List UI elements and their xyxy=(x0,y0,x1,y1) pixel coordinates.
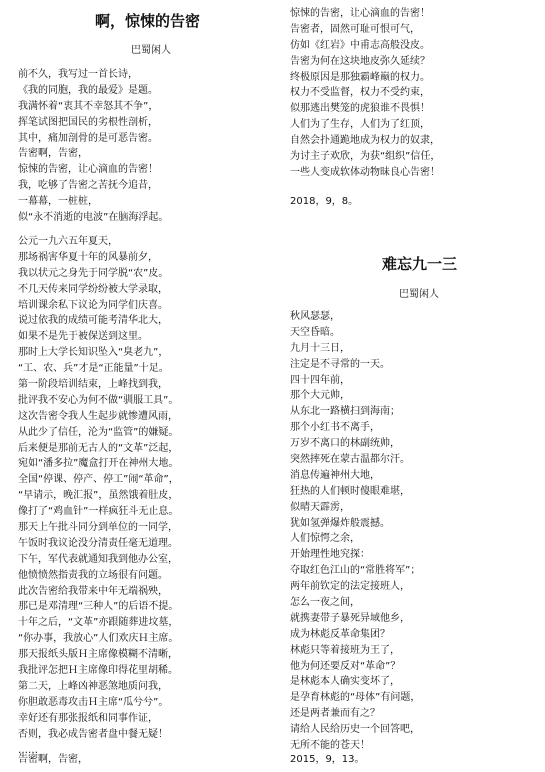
poem-line: 那已是邓清理“三种人”的后语不提。 xyxy=(18,601,179,613)
poem-line: 我，吃够了告密之苦抚今追昔， xyxy=(18,180,158,192)
poem-closing-line: 告密啊，告密， xyxy=(18,754,88,765)
poem-line: 自然会扑通跪地成为权力的奴隶， xyxy=(290,135,440,147)
poem-line: 人们为了生存，人们为了红顶， xyxy=(290,119,430,131)
poem-line: 突然摔死在蒙古温都尔汗。 xyxy=(290,454,410,466)
poem2-title: 难忘九一三 xyxy=(382,255,458,273)
poem-line: 一些人变成软体动物昧良心告密！ xyxy=(290,166,440,178)
poem-line: 注定是不寻常的一天。 xyxy=(290,358,390,370)
poem-line: 消息传遍神州大地， xyxy=(290,469,380,481)
poem-line: 此次告密给我带来中年无端祸殃， xyxy=(18,585,168,597)
poem-line: 林彪只等着接班为王了， xyxy=(290,644,400,656)
poem2-date: 2015，9，13。 xyxy=(290,754,365,765)
poem-line: 惊悚的告密，让心滴血的告密！ xyxy=(290,8,430,19)
poem-line: 从东北一路横扫到海南； xyxy=(290,406,400,418)
poem-line: 似“永不消逝的电波”在脑海浮起。 xyxy=(18,212,169,224)
poem-date: 2018，9，8。 xyxy=(290,196,359,207)
poem-line: 人们惊愕之余， xyxy=(290,533,360,545)
poem-line: 第一阶段培训结束，上峰找到我， xyxy=(18,379,168,391)
poem-line: 公元一九六五年夏天， xyxy=(18,236,118,247)
poem-line: 十年之后，“文革”亦跟随葬进坟墓， xyxy=(18,617,179,629)
poem-line: 下午，军代表就通知我到他办公室， xyxy=(18,553,178,565)
poem-line: 批评我不安心为何不做“驯服工具”。 xyxy=(18,394,179,406)
poem-line: 天空昏暗。 xyxy=(290,326,340,338)
poem-line: 那天报纸头版Ｈ主席像模糊不清晰， xyxy=(18,649,178,661)
poem-line: 说过依我的成绩可能考清华北大， xyxy=(18,315,168,327)
poem-line: 他愤愤然指责我的立场很有问题。 xyxy=(18,569,168,581)
poem-line: “工、农、兵”才是“正能量”十足。 xyxy=(18,363,169,375)
poem-line: 是孕育林彪的“母体”有问题， xyxy=(290,692,421,704)
poem-line: 前不久，我写过一首长诗， xyxy=(18,69,138,80)
poem-line: 终极原因是那独霸峰巅的权力。 xyxy=(290,71,430,83)
poem-line: 幸好还有那张报纸和同事作证， xyxy=(18,712,158,724)
poem-line: 我以状元之身先于同学脱“农”皮。 xyxy=(18,267,169,279)
poem-line: 犹如氢弹爆炸般震撼。 xyxy=(290,517,390,529)
poem-line: 他为何还要反对“革命”？ xyxy=(290,660,401,672)
poem-line: 那个大元帅， xyxy=(290,390,350,402)
poem-line: 怎么一夜之间， xyxy=(290,597,360,609)
poem-line: 无所不能的苍天！ xyxy=(290,740,370,752)
poem-line: 午饭时我议论没分清责任毫无道理。 xyxy=(18,537,178,549)
poem-line: “早请示，晚汇报”，虽然饿着肚皮， xyxy=(18,490,179,502)
poem-line: 万岁不离口的林副统帅， xyxy=(290,438,400,450)
poem-line: 为讨主子欢欣，为获“组织”信任， xyxy=(290,151,441,163)
poem-line: 两年前钦定的法定接班人， xyxy=(290,581,410,593)
poem-line: 还是两者兼而有之？ xyxy=(290,708,380,720)
poem-line: 夺取红色江山的“常胜将军”； xyxy=(290,565,421,577)
poem-line: 惊悚的告密，让心滴血的告密！ xyxy=(18,164,158,176)
poem-line: 是林彪本人确实变坏了， xyxy=(290,676,400,688)
poem-line: 否则，我必成告密者盘中餐无疑！ xyxy=(18,728,168,740)
poem-line: 我满怀着“衷其不幸怒其不争”， xyxy=(18,100,159,112)
poem-line: 宛如“潘多拉”魔盒打开在神州大地。 xyxy=(18,458,179,470)
poem-line: 似晴天霹雳， xyxy=(290,501,350,513)
poem-line: 不几天传来同学纷纷被大学录取， xyxy=(18,283,168,295)
poem-line: …… xyxy=(18,744,38,756)
poem-line: 后来便是那前无古人的“文革”泛起， xyxy=(18,442,179,454)
poem-author: 巴蜀闲人 xyxy=(131,45,171,56)
poem-line: 那个小红书不离手， xyxy=(290,422,380,434)
poem-line: 权力不受监督，权力不受约束， xyxy=(290,87,430,99)
poem-line: 其中，痛加剖骨的是可恶告密。 xyxy=(18,132,158,144)
poem-line: 第二天，上峰凶神恶煞地质问我， xyxy=(18,680,168,692)
poem-line: 《我的同胞，我的最爱》是题。 xyxy=(18,84,158,96)
poem-line: 就携妻带子暴死异域他乡， xyxy=(290,612,410,624)
poem-line: 一幕幕，一桩桩， xyxy=(18,196,98,208)
poem-line: “你办事，我放心”人们欢庆Ｈ主席。 xyxy=(18,633,179,645)
poem-line: 这次告密令我人生起步就惨遭风雨， xyxy=(18,410,178,422)
poem-line: 请给人民给历史一个回答吧， xyxy=(290,724,420,736)
poem-stanza-2 xyxy=(18,234,179,758)
poem-line: 告密为何在这块地皮弥久延续？ xyxy=(290,55,430,67)
poem2-author: 巴蜀闲人 xyxy=(399,289,439,300)
poem-stanza-1 xyxy=(18,67,168,226)
poem-title: 啊，惊悚的告密 xyxy=(95,12,201,30)
poem-line: 似那逃出樊笼的虎狼谁不畏惧！ xyxy=(290,103,430,115)
poem2-body xyxy=(290,309,420,754)
poem-line: 九月十三日， xyxy=(290,342,350,354)
poem-line: 培训课余私下议论为同学们庆喜。 xyxy=(18,299,168,311)
poem-line: 狂热的人们顿时傻眼难堪， xyxy=(290,485,410,497)
poem-line: 成为林彪反革命集团？ xyxy=(290,628,390,640)
poem-line: 像打了“鸡血针”一样疯狂斗无止息。 xyxy=(18,506,179,518)
poem-line: 那天上午批斗同分到单位的一同学， xyxy=(18,522,178,534)
poem-line: 开始理性地究探： xyxy=(290,549,370,561)
poem-line: 告密啊，告密， xyxy=(18,148,88,160)
poem-line: 从此少了信任，沦为“监管”的嫌疑。 xyxy=(18,426,179,438)
poem-line: 仿如《红岩》中甫志高般没皮。 xyxy=(290,39,430,51)
poem-line: 挥笔试图把国民的劣根性剖析， xyxy=(18,116,158,128)
poem-continuation xyxy=(290,6,440,181)
poem-line: 那场祸害华夏十年的风暴前夕， xyxy=(18,251,158,263)
poem-line: 那时上大学长知识坠入“臭老九”， xyxy=(18,347,169,359)
poem-line: 全国“停课、停产、停工”闹“革命”， xyxy=(18,474,179,486)
poem-line: 告密者，固然可耻可恨可气， xyxy=(290,23,420,35)
poem-line: 四十四年前， xyxy=(290,374,350,386)
poem-line: 我批评怎把Ｈ主席像印得花里胡稀。 xyxy=(18,665,178,677)
poem-line: 秋风瑟瑟， xyxy=(290,311,340,322)
poem-line: 你胆敢恶毒攻击Ｈ主席“瓜兮兮”。 xyxy=(18,696,169,708)
poem-line: 如果不是先于被保送到这里。 xyxy=(18,331,148,343)
